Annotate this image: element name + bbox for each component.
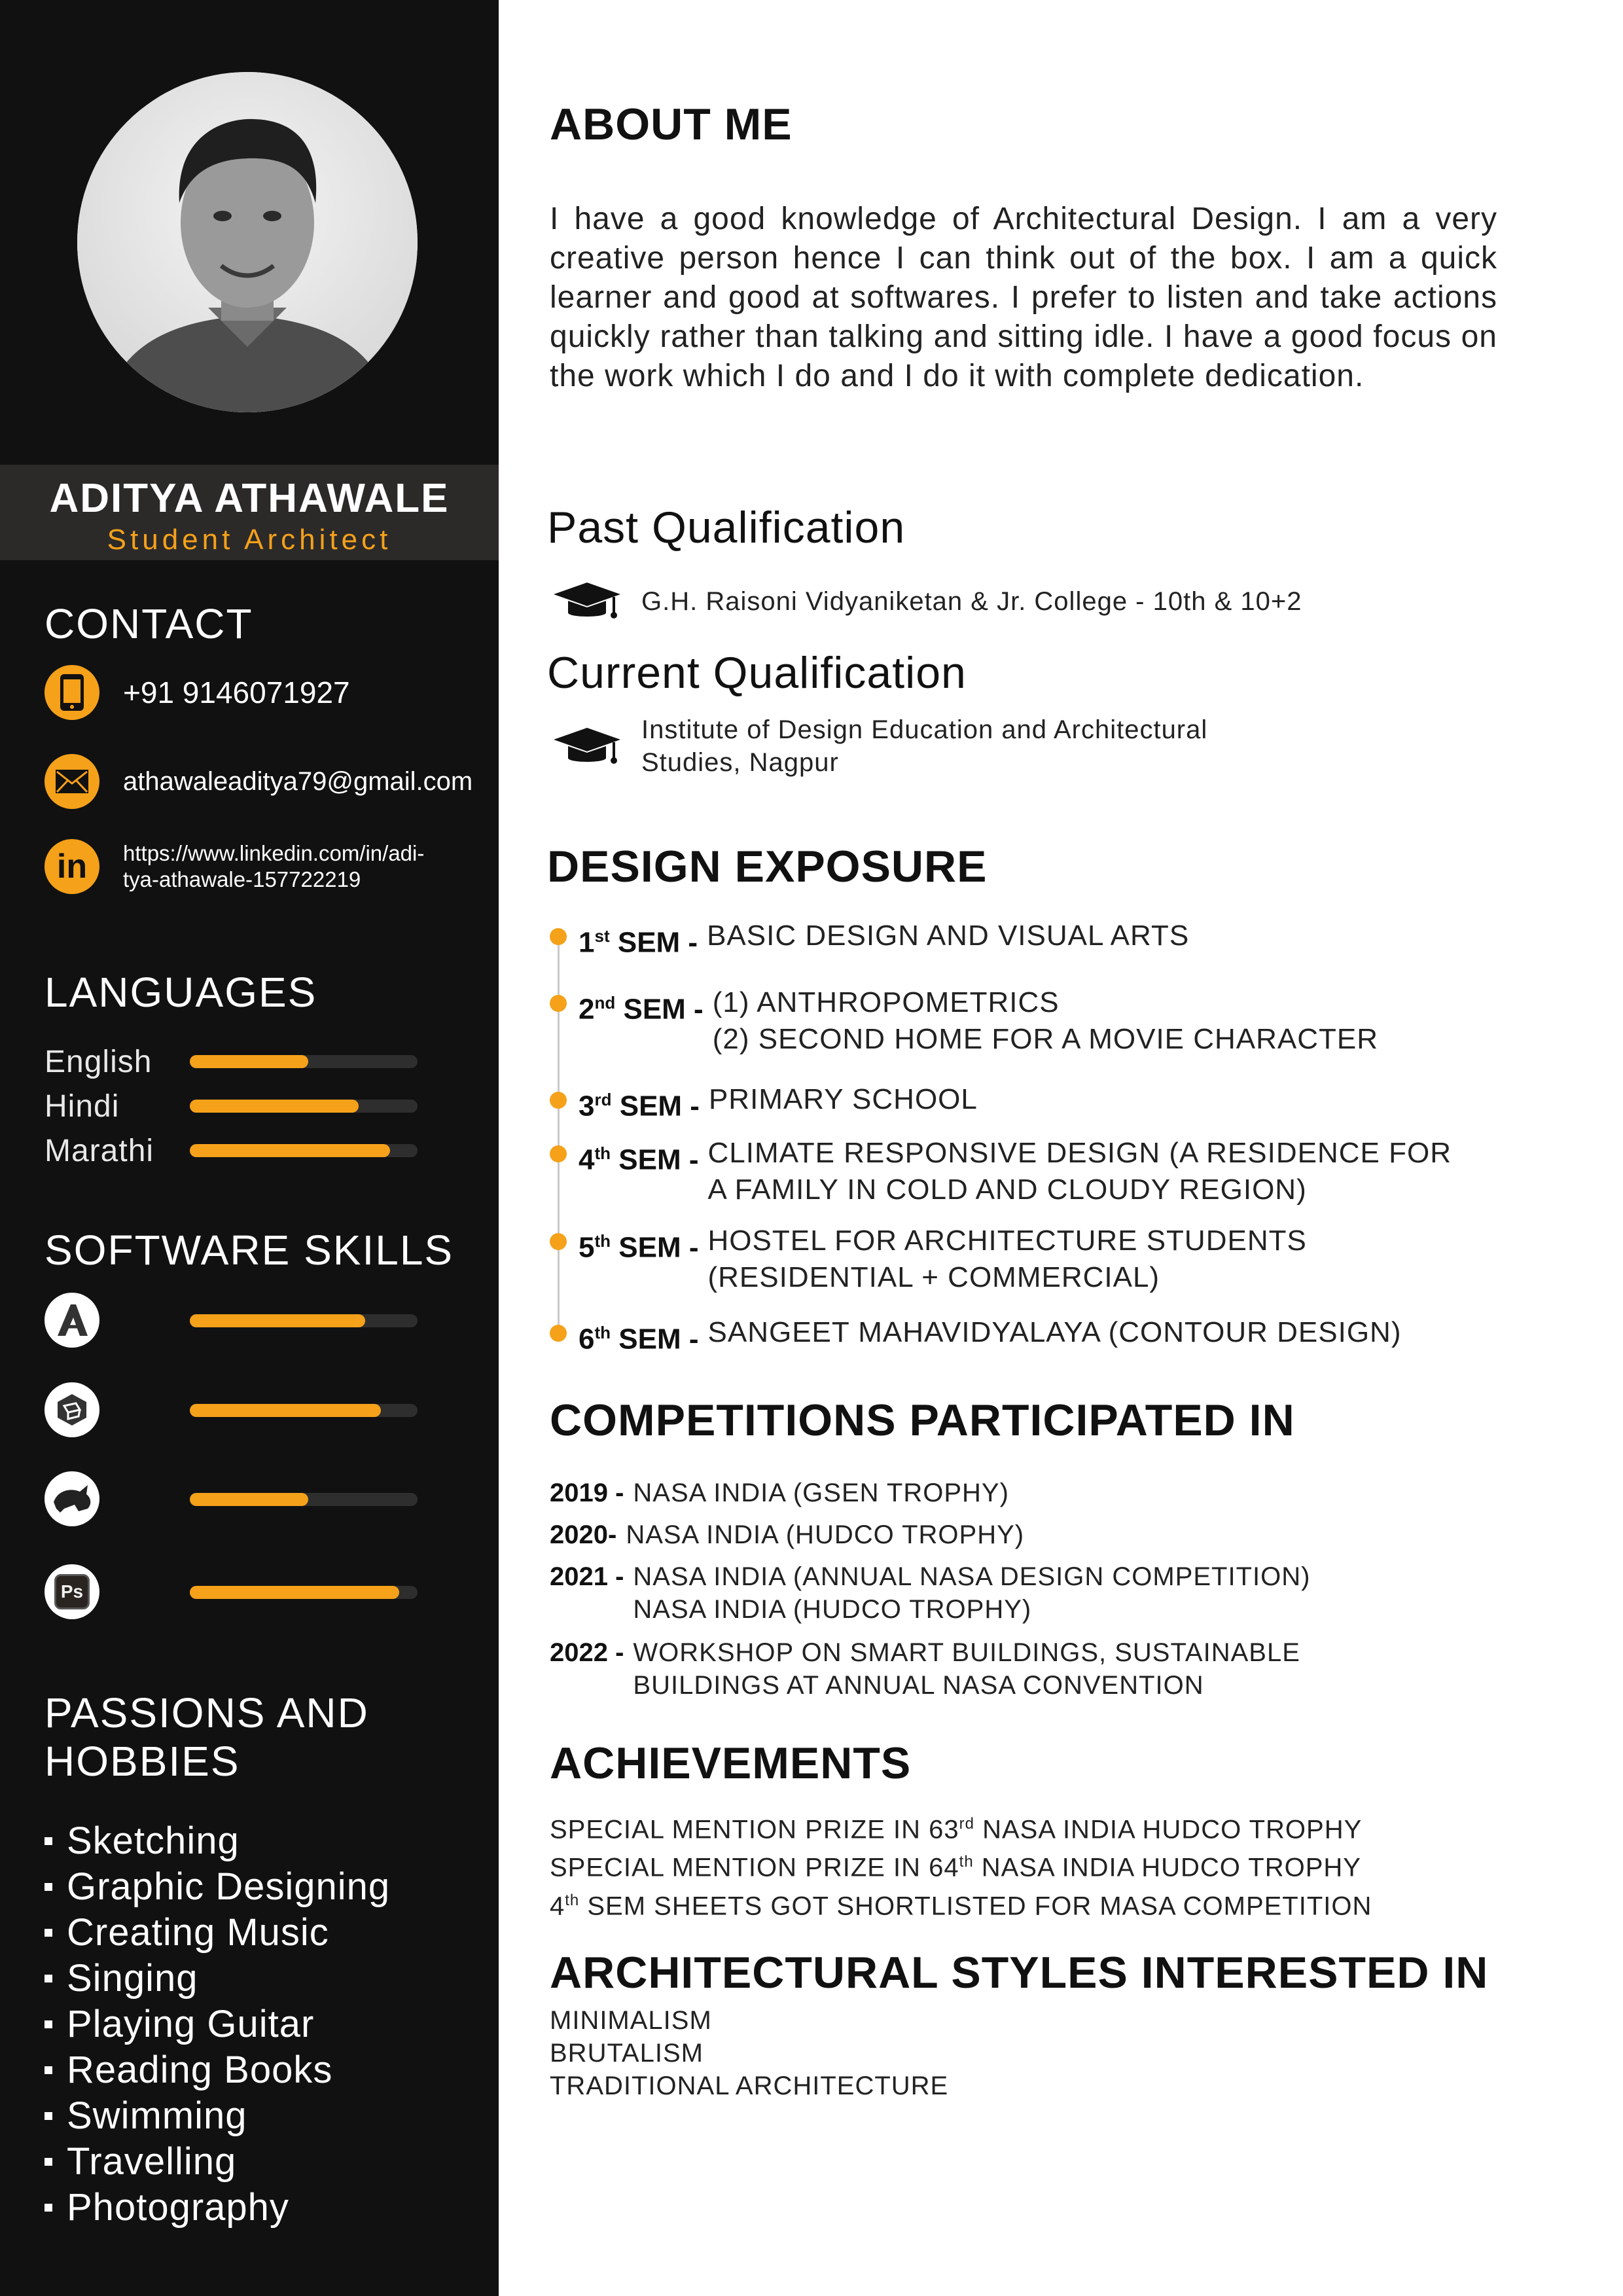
semester-ordinal: th [594, 1143, 611, 1163]
software-row-sketchup [45, 1382, 418, 1441]
competition-year: 2019 - [550, 1479, 624, 1507]
achievement-text: SPECIAL MENTION PRIZE IN 63 [550, 1815, 959, 1844]
bullet-icon [45, 2158, 52, 2166]
semester-project: CLIMATE RESPONSIVE DESIGN (A RESIDENCE FOR A FAMILY IN COLD AND CLOUDY REGION) [707, 1137, 1452, 1206]
timeline-dot-icon [550, 1233, 567, 1250]
competition-item [550, 1636, 1300, 1702]
competition-item [550, 1477, 1009, 1509]
linkedin-line-2: tya-athawale-157722219 [123, 867, 361, 891]
timeline-dot-icon [550, 995, 567, 1012]
achievement-item [550, 1884, 1372, 1922]
hobby-item [45, 2001, 390, 2047]
profile-photo-image [77, 72, 418, 412]
bullet-icon [45, 2066, 52, 2074]
bullet-icon [45, 2112, 52, 2120]
semester-number: 4 [579, 1143, 595, 1176]
semester-label [579, 1314, 699, 1358]
past-qualification-heading: Past Qualification [547, 503, 906, 552]
hobby-item [45, 2139, 390, 2185]
language-row [45, 1086, 418, 1126]
semester-word: SEM - [618, 1231, 699, 1264]
hobby-text: Graphic Designing [67, 1865, 391, 1908]
semester-project: (1) ANTHROPOMETRICS (2) SECOND HOME FOR A MOVIE CHARACTER [712, 986, 1379, 1055]
semester-ordinal: st [594, 926, 610, 946]
bullet-icon [45, 1975, 52, 1982]
style-item: TRADITIONAL ARCHITECTURE [550, 2072, 949, 2100]
competition-name: NASA INDIA (HUDCO TROPHY) [626, 1520, 1025, 1549]
language-row [45, 1131, 418, 1170]
semester-label [579, 1135, 699, 1208]
semester-number: 3 [579, 1090, 595, 1122]
hobby-item [45, 1818, 390, 1864]
semester-number: 2 [579, 993, 595, 1026]
styles-list [550, 2004, 948, 2102]
competition-year: 2021 - [550, 1562, 624, 1591]
semester-label [579, 1223, 699, 1296]
sidebar [0, 0, 499, 2296]
timeline-item [550, 984, 1378, 1058]
styles-heading: ARCHITECTURAL STYLES INTERESTED IN [550, 1948, 1489, 1998]
design-exposure-heading: DESIGN EXPOSURE [547, 842, 988, 891]
languages-heading: LANGUAGES [45, 969, 317, 1016]
language-bar-track [190, 1100, 418, 1113]
semester-word: SEM - [623, 993, 704, 1026]
language-name: English [45, 1044, 152, 1079]
hobby-text: Playing Guitar [67, 2003, 315, 2045]
achievement-text: SEM SHEETS GOT SHORTLISTED FOR MASA COMPETITION [579, 1891, 1372, 1920]
timeline-item [550, 1314, 1401, 1358]
achievement-item [550, 1808, 1372, 1846]
language-bar-track [190, 1055, 418, 1068]
achievement-item [550, 1846, 1372, 1884]
competition-item [550, 1518, 1024, 1551]
semester-label [579, 918, 698, 961]
current-qualification-row [551, 713, 1207, 779]
hobby-text: Sketching [67, 1820, 240, 1862]
graduation-cap-icon [551, 725, 623, 771]
sketchup-icon [45, 1382, 99, 1437]
software-bar-track [190, 1586, 418, 1599]
hobby-item [45, 2093, 390, 2139]
software-row-rhino [45, 1471, 418, 1530]
rhino-icon [45, 1471, 99, 1526]
email-text[interactable]: athawaleaditya79@gmail.com [123, 766, 473, 796]
hobby-item [45, 1910, 390, 1956]
hobby-item [45, 2047, 390, 2093]
achievements-heading: ACHIEVEMENTS [550, 1738, 912, 1788]
language-name: Marathi [45, 1133, 154, 1168]
semester-ordinal: nd [594, 993, 616, 1013]
bullet-icon [45, 1837, 52, 1845]
software-bar-fill [190, 1586, 399, 1599]
competition-year: 2020- [550, 1520, 617, 1549]
email-icon [45, 754, 99, 809]
timeline-dot-icon [550, 1325, 567, 1342]
phone-row[interactable] [45, 665, 350, 720]
language-name: Hindi [45, 1088, 120, 1124]
achievement-text: NASA INDIA HUDCO TROPHY [973, 1853, 1361, 1882]
competition-year: 2022 - [550, 1638, 624, 1667]
hobby-text: Photography [67, 2186, 289, 2229]
past-qualification-row [551, 580, 1302, 626]
competition-name: NASA INDIA (GSEN TROPHY) [633, 1479, 1009, 1507]
software-heading: SOFTWARE SKILLS [45, 1227, 454, 1274]
timeline-item [550, 1223, 1307, 1296]
email-row[interactable] [45, 754, 473, 809]
competitions-heading: COMPETITIONS PARTICIPATED IN [550, 1395, 1295, 1445]
about-heading: ABOUT ME [550, 99, 793, 149]
competition-name: WORKSHOP ON SMART BUILDINGS, SUSTAINABLE BUILDINGS AT ANNUAL NASA CONVENTION [633, 1638, 1300, 1700]
hobbies-heading-line-1: PASSIONS AND [45, 1689, 369, 1736]
linkedin-icon: in [45, 839, 99, 894]
achievement-text: 4 [550, 1891, 565, 1920]
achievement-ordinal: rd [959, 1815, 974, 1833]
hobby-item [45, 1864, 390, 1910]
current-qualification-line-1: Institute of Design Education and Architectural [641, 715, 1208, 744]
language-bar-fill [190, 1144, 390, 1157]
name-band [0, 465, 499, 560]
semester-project: BASIC DESIGN AND VISUAL ARTS [707, 920, 1190, 952]
current-qualification-line-2: Studies, Nagpur [641, 748, 839, 777]
achievement-text: SPECIAL MENTION PRIZE IN 64 [550, 1853, 959, 1882]
linkedin-row[interactable] [45, 839, 424, 894]
timeline-item [550, 918, 1189, 961]
software-bar-fill [190, 1404, 381, 1417]
hobby-text: Singing [67, 1957, 198, 2000]
hobby-text: Reading Books [67, 2049, 333, 2091]
software-bar-fill [190, 1493, 308, 1506]
achievement-ordinal: th [565, 1891, 580, 1909]
language-bar-fill [190, 1100, 359, 1113]
language-bar-track [190, 1144, 418, 1157]
hobby-text: Swimming [67, 2094, 247, 2137]
timeline-item [550, 1081, 978, 1125]
bullet-icon [45, 2204, 52, 2212]
semester-label [579, 984, 704, 1058]
style-item: MINIMALISM [550, 2006, 712, 2035]
past-qualification-text: G.H. Raisoni Vidyaniketan & Jr. College - 10th & 10+2 [641, 587, 1302, 616]
timeline-dot-icon [550, 1092, 567, 1109]
language-bar-fill [190, 1055, 308, 1068]
profile-photo [77, 72, 418, 412]
hobby-text: Creating Music [67, 1911, 329, 1954]
achievements-list [550, 1808, 1372, 1922]
current-qualification-text [641, 713, 1207, 779]
semester-ordinal: th [594, 1323, 611, 1342]
bullet-icon [45, 2020, 52, 2028]
hobbies-list [45, 1818, 390, 2231]
linkedin-link[interactable] [123, 840, 424, 893]
hobbies-heading [45, 1689, 369, 1785]
bullet-icon [45, 1929, 52, 1937]
timeline-dot-icon [550, 928, 567, 945]
software-bar-track [190, 1314, 418, 1327]
bullet-icon [45, 1883, 52, 1891]
hobby-text: Travelling [67, 2140, 237, 2183]
phone-icon [45, 665, 99, 720]
software-bar-track [190, 1404, 418, 1417]
semester-word: SEM - [618, 1323, 699, 1355]
software-bar-fill [190, 1314, 365, 1327]
semester-number: 1 [579, 926, 595, 959]
semester-ordinal: rd [594, 1090, 612, 1109]
hobby-item [45, 2185, 390, 2231]
about-text: I have a good knowledge of Architectural Design. I am a very creative person hence I can think out of the box. I am a quick learner and good at softwares. I prefer to listen and take actions quickly rather than talking and sitting idle. I have a good focus on the work which I do and I do it with complete dedication. [550, 202, 1497, 393]
achievement-text: NASA INDIA HUDCO TROPHY [974, 1815, 1363, 1844]
photoshop-icon [45, 1564, 99, 1619]
semester-ordinal: th [594, 1231, 611, 1251]
semester-number: 5 [579, 1231, 595, 1264]
semester-project: PRIMARY SCHOOL [708, 1083, 978, 1115]
candidate-role: Student Architect [107, 524, 392, 556]
timeline-dot-icon [550, 1145, 567, 1162]
current-qualification-heading: Current Qualification [547, 648, 967, 698]
phone-text[interactable]: +91 9146071927 [123, 675, 350, 709]
achievement-ordinal: th [959, 1853, 974, 1871]
hobby-item [45, 1956, 390, 2001]
style-item: BRUTALISM [550, 2039, 704, 2068]
candidate-name: ADITYA ATHAWALE [49, 476, 450, 521]
semester-number: 6 [579, 1323, 595, 1355]
photoshop-label: Ps [60, 1581, 84, 1602]
main-content [499, 0, 1623, 2296]
semester-label [579, 1081, 700, 1125]
hobbies-heading-line-2: HOBBIES [45, 1738, 240, 1785]
software-row-photoshop [45, 1564, 418, 1623]
autocad-icon [45, 1293, 99, 1348]
competition-name: NASA INDIA (ANNUAL NASA DESIGN COMPETITION) NASA INDIA (HUDCO TROPHY) [633, 1562, 1311, 1624]
graduation-cap-icon [551, 580, 623, 626]
software-row-autocad [45, 1293, 418, 1352]
semester-word: SEM - [618, 1143, 699, 1176]
timeline-item [550, 1135, 1452, 1208]
semester-word: SEM - [617, 926, 698, 959]
semester-word: SEM - [619, 1090, 700, 1122]
competition-item [550, 1560, 1310, 1626]
software-bar-track [190, 1493, 418, 1506]
semester-project: HOSTEL FOR ARCHITECTURE STUDENTS (RESIDENTIAL + COMMERCIAL) [707, 1225, 1307, 1293]
contact-heading: CONTACT [45, 600, 253, 647]
language-row [45, 1042, 418, 1081]
linkedin-line-1: https://www.linkedin.com/in/adi- [123, 841, 425, 865]
semester-project: SANGEET MAHAVIDYALAYA (CONTOUR DESIGN) [707, 1316, 1402, 1348]
